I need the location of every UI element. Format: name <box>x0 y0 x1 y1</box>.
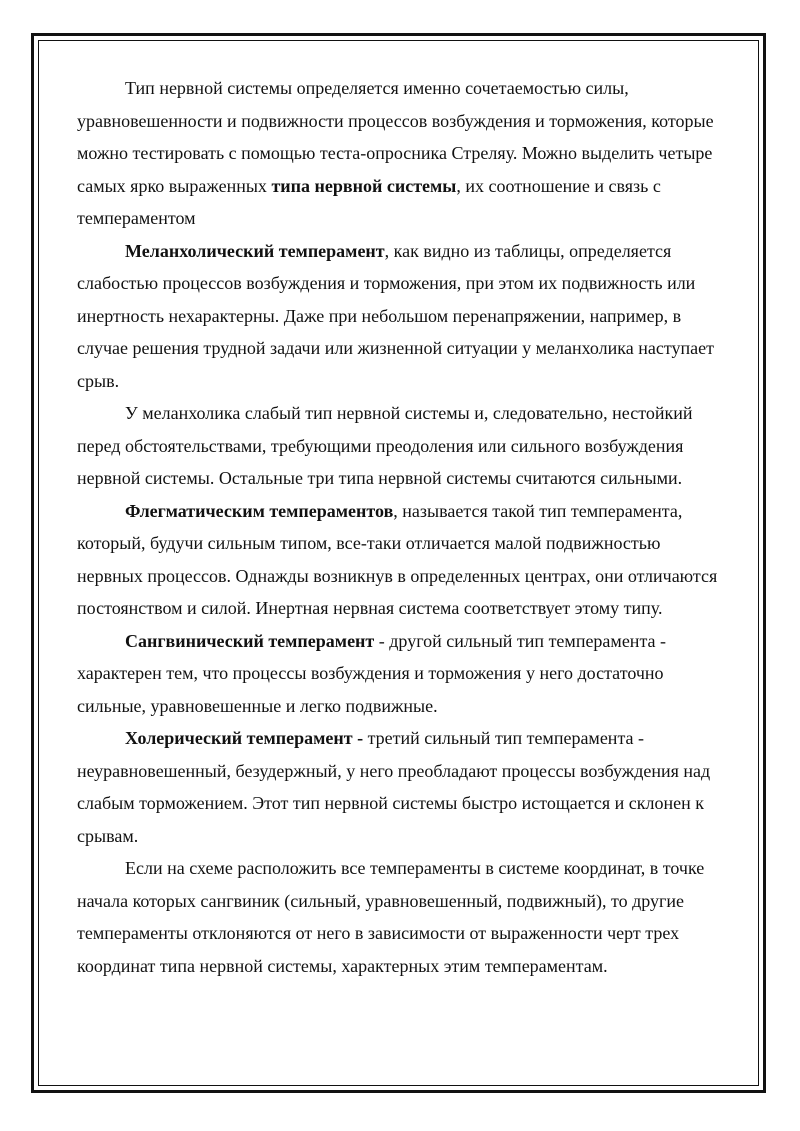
paragraph-text: третий сильный тип темперамента - неуравновешенный, безудержный, у него преобладают процессы возбуждения над слабым торможением. Этот тип нервной системы быстро истощается и склонен к срывам. <box>77 728 711 846</box>
paragraph-text: У меланхолика слабый тип нервной системы и, следовательно, нестойкий перед обстоятельствами, требующими преодоления или сильного возбуждения нервной системы. Остальные три типа нервной системы считаются сильными. <box>77 403 693 488</box>
paragraph-coordinates <box>77 852 727 982</box>
paragraph-text: , как видно из таблицы, определяется слабостью процессов возбуждения и торможения, при этом их подвижность или инертность нехарактерны. Даже при небольшом перенапряжении, например, в случае решения трудной задачи или жизненной ситуации у меланхолика наступает срыв. <box>77 240 714 391</box>
paragraph-text: Тип нервной системы определяется именно сочетаемостью силы, уравновешенности и подвижности процессов возбуждения и торможения, которые можно тестировать с помощью теста-опросника Стреляу. Можно выделить четыре самых ярко выраженных <box>77 78 714 196</box>
paragraph-melancholic <box>77 235 727 398</box>
bold-term: Флегматическим темпераментов <box>125 500 394 521</box>
bold-term: Сангвинический темперамент <box>125 630 375 651</box>
paragraph-phlegmatic <box>77 495 727 625</box>
paragraph-melancholic-weak <box>77 397 727 495</box>
document-body <box>77 72 727 982</box>
paragraph-text: - другой сильный тип темперамента - характерен тем, что процессы возбуждения и торможения у него достаточно сильные, уравновешенные и легко подвижные. <box>77 630 667 716</box>
paragraph-text: Если на схеме расположить все темпераменты в системе координат, в точке начала которых сангвиник (сильный, уравновешенный, подвижный), то другие темпераменты отклоняются от него в зависимости от выраженности черт трех координат типа нервной системы, характерных этим темпераментам. <box>77 858 705 976</box>
paragraph-text: , называется такой тип темперамента, который, будучи сильным типом, все-таки отличается малой подвижностью нервных процессов. Однажды возникнув в определенных центрах, они отличаются постоянством и силой. Инертная нервная система соответствует этому типу. <box>77 500 718 618</box>
paragraph-choleric <box>77 722 727 852</box>
bold-term: Холерический темперамент - <box>125 728 364 748</box>
bold-term: типа нервной системы <box>271 175 457 196</box>
bold-term: Меланхолический темперамент <box>125 240 385 261</box>
paragraph-intro <box>77 72 727 235</box>
paragraph-text: , их соотношение и связь с темпераментом <box>77 175 661 228</box>
paragraph-sanguine <box>77 625 727 723</box>
